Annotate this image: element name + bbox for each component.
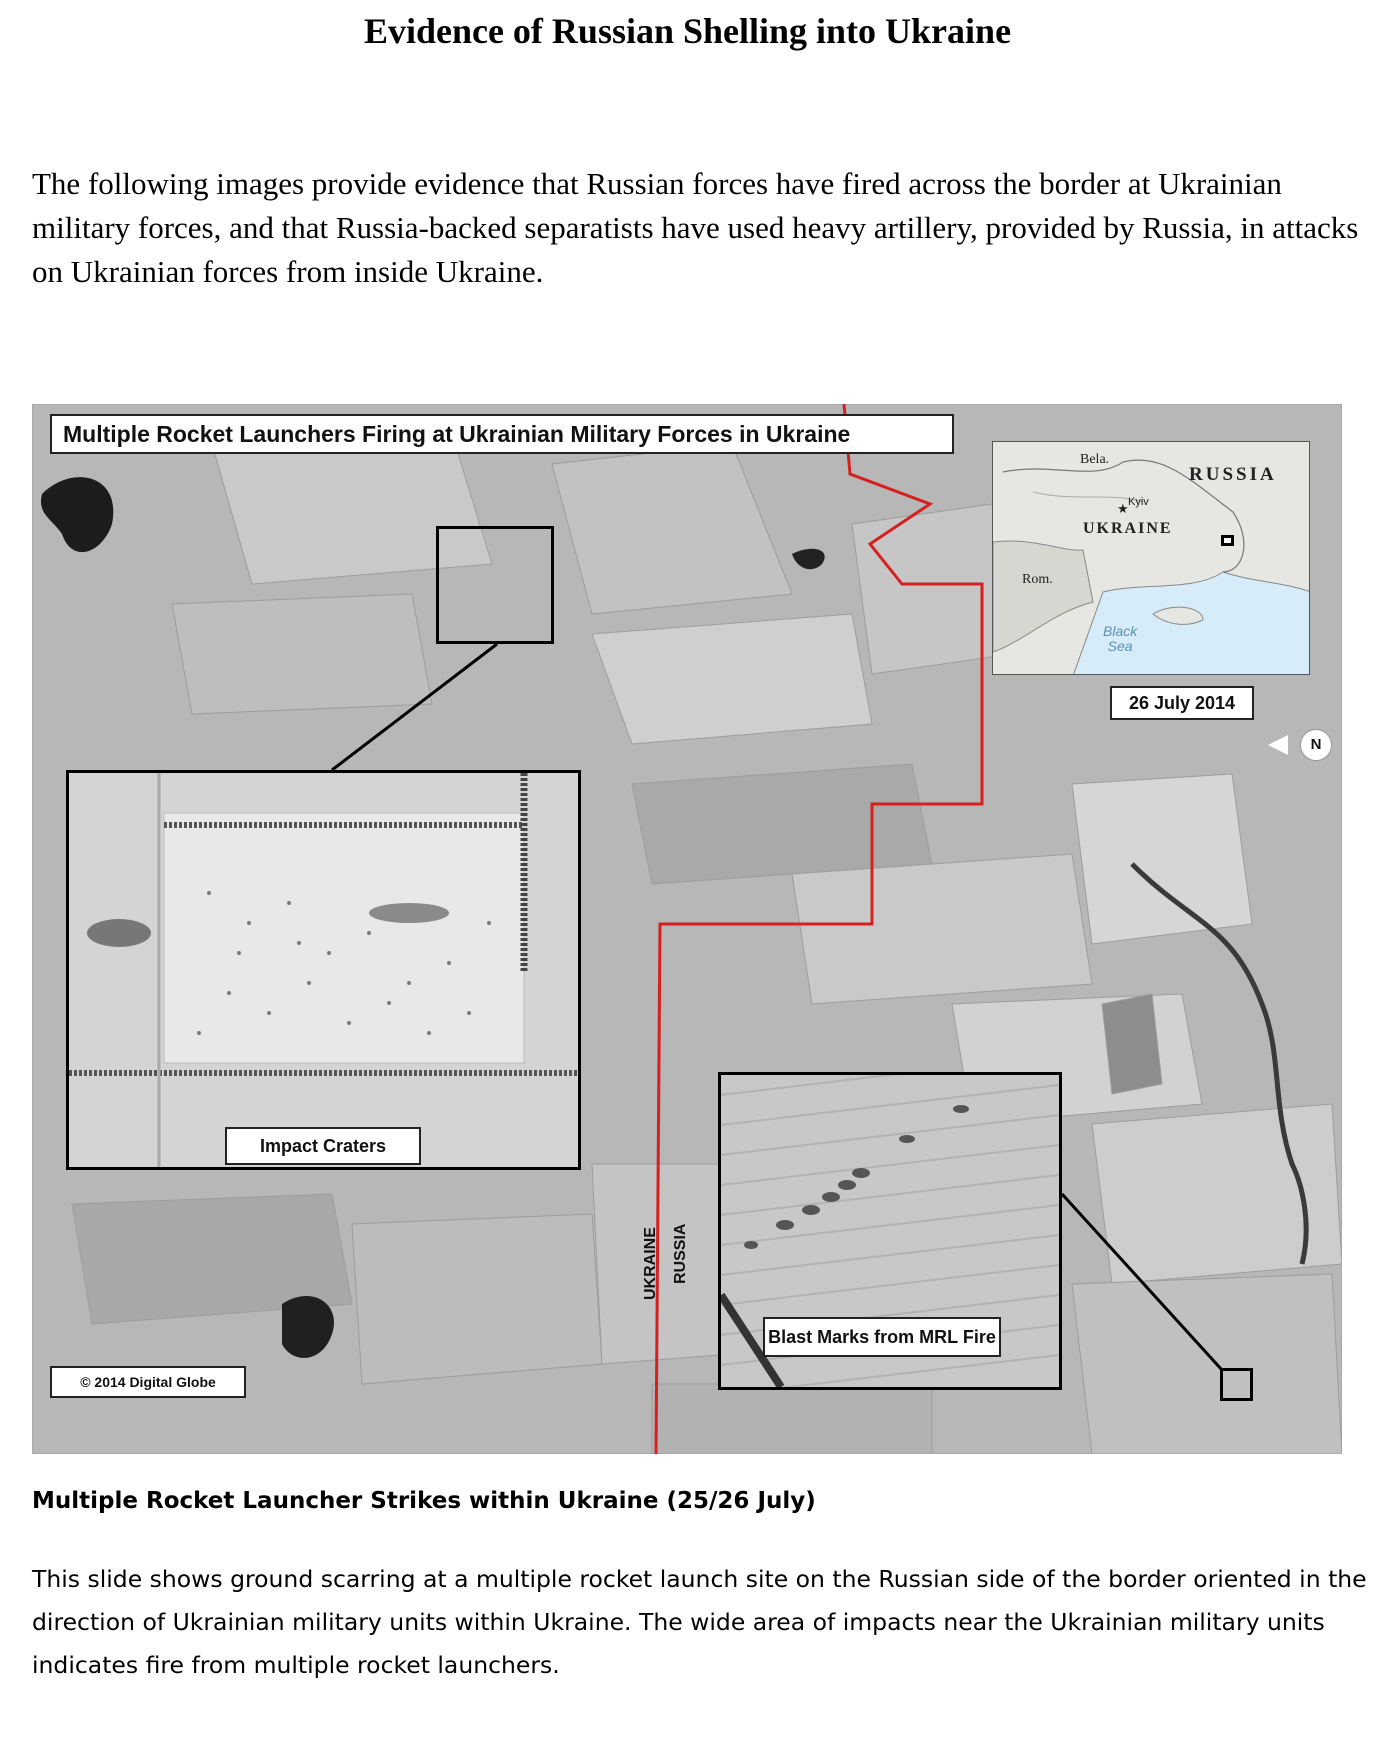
border-label-ukraine: UKRAINE <box>642 1227 659 1300</box>
intro-paragraph: The following images provide evidence that Russian forces have fired across the border at Ukrainian military forces, and that Russia-backed separatists have used heavy artillery, provided by Russia, in attacks on Ukrainian forces from inside Ukraine. <box>32 166 1359 289</box>
locator-kyiv-label: Kyiv <box>1128 496 1149 508</box>
locator-black-sea-label: Black Sea <box>1103 623 1138 654</box>
border-label-russia: RUSSIA <box>672 1223 689 1284</box>
image-date-label: 26 July 2014 <box>1110 686 1254 720</box>
impact-craters-inset <box>66 770 581 1170</box>
figure-main-label: Multiple Rocket Launchers Firing at Ukrainian Military Forces in Ukraine <box>50 414 954 454</box>
launch-site-marker <box>1220 1368 1253 1401</box>
satellite-image-figure <box>32 404 1342 1454</box>
locator-map <box>992 441 1310 675</box>
locator-area-marker <box>1221 535 1234 546</box>
locator-russia-label: RUSSIA <box>1189 464 1277 485</box>
locator-romania-label: Rom. <box>1022 572 1053 587</box>
locator-ukraine-label: UKRAINE <box>1083 520 1173 537</box>
locator-belarus-label: Bela. <box>1080 452 1110 467</box>
impact-area-marker <box>436 526 554 644</box>
impact-craters-image <box>69 773 578 1167</box>
caption-body: This slide shows ground scarring at a multiple rocket launch site on the Russian side of the border oriented in the direction of Ukrainian military units within Ukraine. The wide area of impacts near the Ukrainian military units indicates fire from multiple rocket launchers. <box>32 1565 1367 1679</box>
blast-marks-label: Blast Marks from MRL Fire <box>763 1317 1001 1357</box>
kyiv-star-icon: ★ <box>1117 502 1129 517</box>
image-credit-label: © 2014 Digital Globe <box>50 1366 246 1398</box>
page-title: Evidence of Russian Shelling into Ukraine <box>363 11 1012 51</box>
caption-heading: Multiple Rocket Launcher Strikes within Ukraine (25/26 July) <box>32 1488 816 1514</box>
blast-marks-inset <box>718 1072 1062 1390</box>
impact-craters-label: Impact Craters <box>225 1127 421 1165</box>
north-arrow-icon <box>1268 735 1288 755</box>
north-indicator: N <box>1300 729 1332 761</box>
